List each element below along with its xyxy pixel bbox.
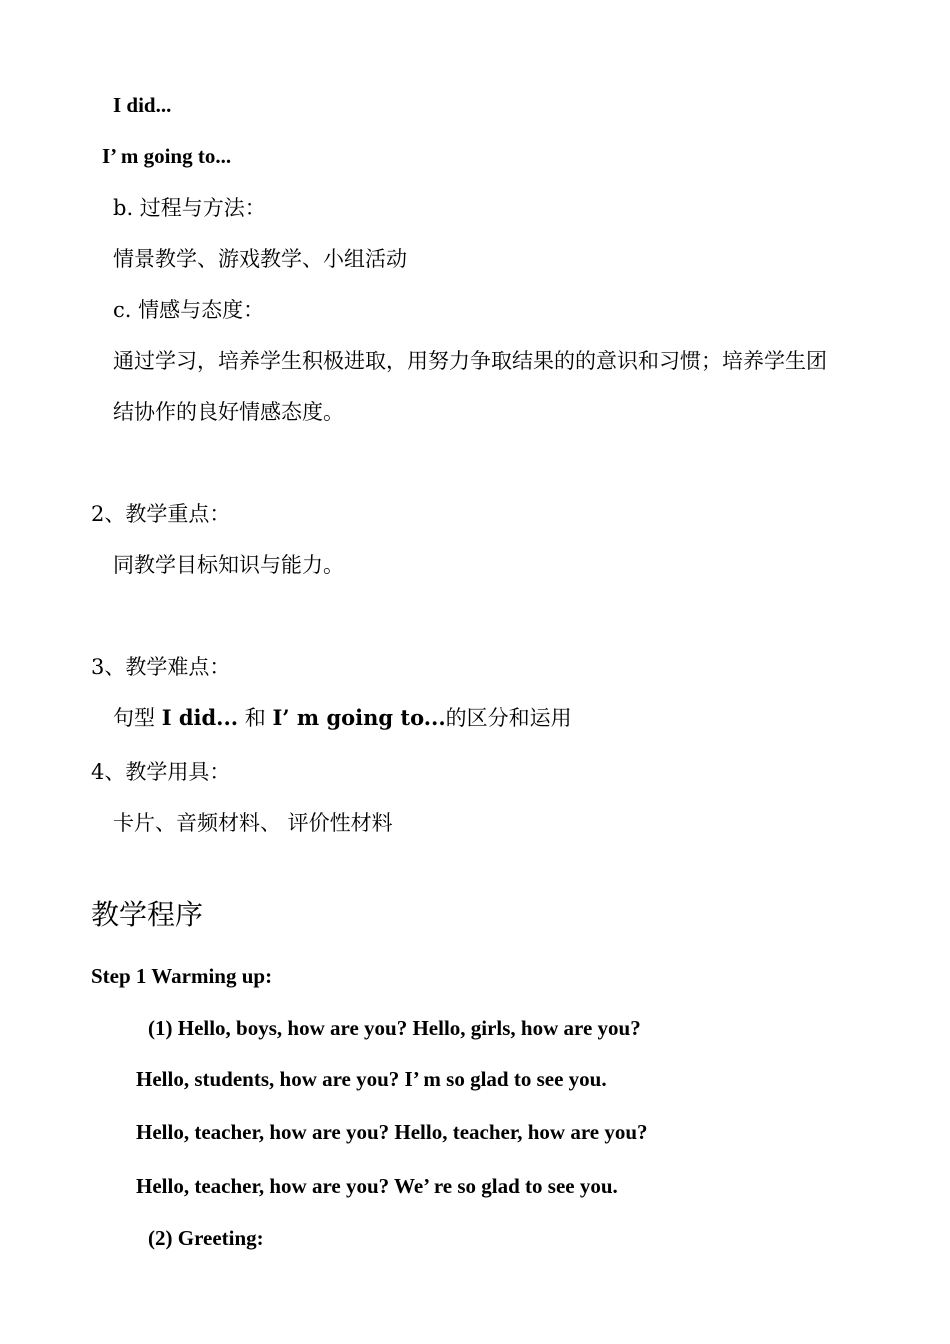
text-line: 同教学目标知识与能力。: [113, 553, 344, 577]
text-line: I’ m going to...: [102, 144, 232, 168]
text-segment: I’ m going to...: [272, 705, 446, 730]
text-line: 情景教学、游戏教学、小组活动: [113, 247, 407, 271]
text-line: [113, 705, 572, 731]
text-line: (1) Hello, boys, how are you? Hello, girls, how are you?: [148, 1016, 641, 1040]
text-segment: 的区分和运用: [445, 706, 572, 730]
text-line: I did...: [113, 93, 172, 117]
section-heading: 3、教学难点：: [91, 655, 231, 679]
text-segment: 和: [238, 706, 273, 730]
text-line: 卡片、音频材料、 评价性材料: [113, 811, 393, 835]
step-heading: Step 1 Warming up:: [91, 964, 273, 988]
text-line: Hello, teacher, how are you? Hello, teacher, how are you?: [136, 1120, 648, 1144]
page-heading: 教学程序: [91, 898, 204, 931]
text-line: (2) Greeting:: [148, 1226, 264, 1250]
section-heading: 4、教学用具：: [91, 760, 231, 784]
text-line: Hello, teacher, how are you? We’ re so glad to see you.: [136, 1174, 618, 1198]
subsection-heading: c. 情感与态度：: [113, 298, 265, 322]
text-segment: 句型: [113, 706, 162, 730]
subsection-heading: b. 过程与方法：: [113, 196, 266, 220]
text-segment: I did...: [161, 705, 239, 730]
paragraph-line: 通过学习，培养学生积极进取，用努力争取结果的的意识和习惯；培养学生团: [113, 349, 827, 373]
section-heading: 2、教学重点：: [91, 502, 231, 526]
paragraph-line: 结协作的良好情感态度。: [113, 400, 344, 424]
text-line: Hello, students, how are you? I’ m so glad to see you.: [136, 1067, 607, 1091]
